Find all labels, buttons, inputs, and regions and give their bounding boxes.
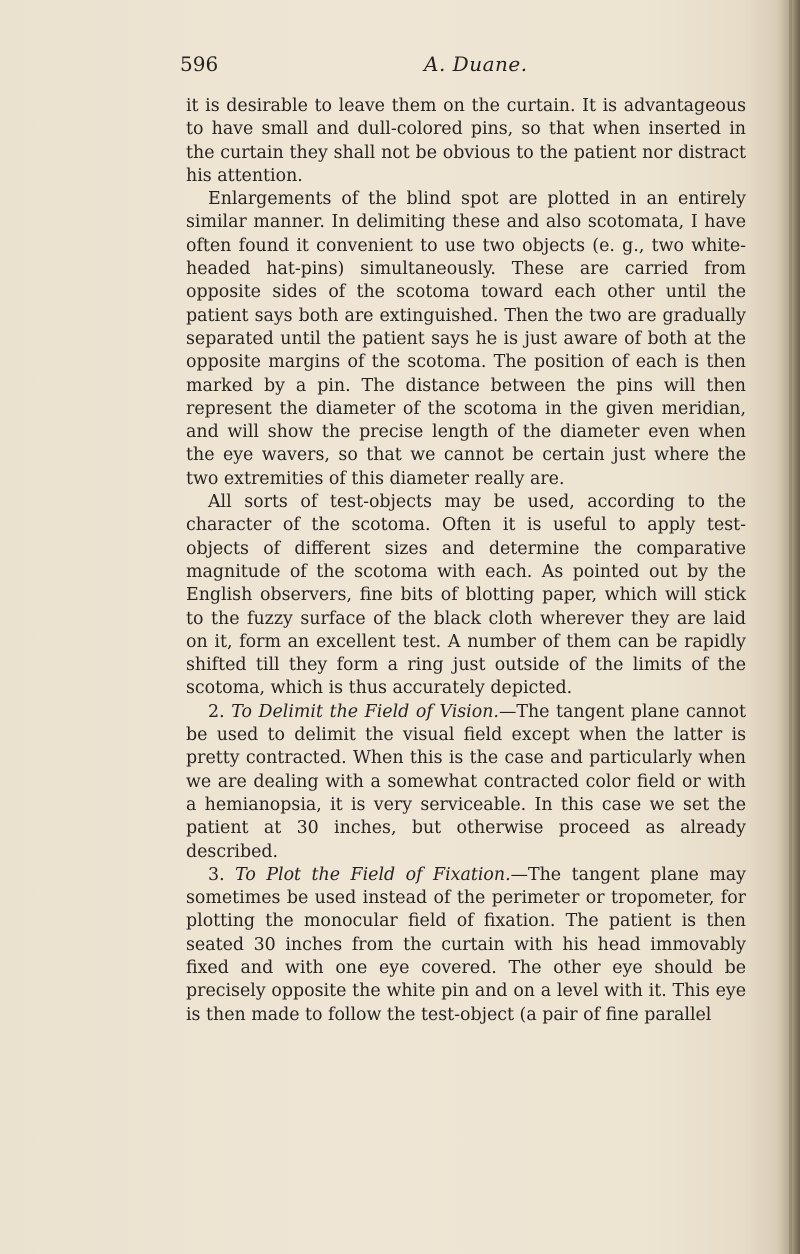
section-heading-plot-fixation: To Plot the Field of Fixation. (235, 864, 511, 885)
paragraph-1: it is desirable to leave them on the curtain. It is advantageous to have small and dull-colored pins, so that when inserted in the curtain they shall not be obvious to the patient nor distract his attention. (186, 96, 746, 186)
page-number: 596 (180, 52, 219, 76)
paragraph-2: Enlargements of the blind spot are plotted in an entirely similar manner. In delimiting these and also scotomata, I have often found it convenient to use two objects (e. g., two white-headed hat-pins) simultaneously. These are carried from opposite sides of the scotoma toward each other until the patient says both are extinguished. Then the two are gradually separated until the patient says he is just aware of both at the opposite margins of the scotoma. The position of each is then marked by a pin. The distance between the pins will then represent the diameter of the scotoma in the given meridian, and will show the precise length of the diameter even when the eye wavers, so that we cannot be certain just where the two extremities of this diameter really are. (186, 189, 746, 489)
paragraph-4 (186, 701, 746, 864)
page-header (180, 52, 580, 88)
paragraph-5 (186, 864, 746, 1027)
section-number-3: 3. (208, 864, 225, 885)
section-heading-delimit-field: To Delimit the Field of Vision. (231, 701, 499, 722)
page-edge-line (789, 0, 792, 1254)
running-head: A. Duane. (424, 52, 528, 76)
section-number-2: 2. (208, 701, 225, 722)
paragraph-4-text: —The tangent plane cannot be used to delimit the visual field except when the latter is pretty contracted. When this is the case and particularly when we are dealing with a somewhat contracted color field or with a hemianopsia, it is very serviceable. In this case we set the patient at 30 inches, but otherwise proceed as already described. (186, 701, 746, 862)
paragraph-5-text: —The tangent plane may sometimes be used instead of the perimeter or tropometer, for plotting the monocular field of fixation. The patient is then seated 30 inches from the curtain with his head immovably fixed and with one eye covered. The other eye should be precisely opposite the white pin and on a level with it. This eye is then made to follow the test-object (a pair of fine parallel (186, 864, 746, 1025)
paragraph-3: All sorts of test-objects may be used, according to the character of the scotoma. Often it is useful to apply test-objects of different sizes and determine the comparative magnitude of the scotoma with each. As pointed out by the English observers, fine bits of blotting paper, which will stick to the fuzzy surface of the black cloth wherever they are laid on it, form an excellent test. A number of them can be rapidly shifted till they form a ring just outside of the limits of the scotoma, which is thus accurately depicted. (186, 492, 746, 699)
body-text (186, 95, 746, 1027)
